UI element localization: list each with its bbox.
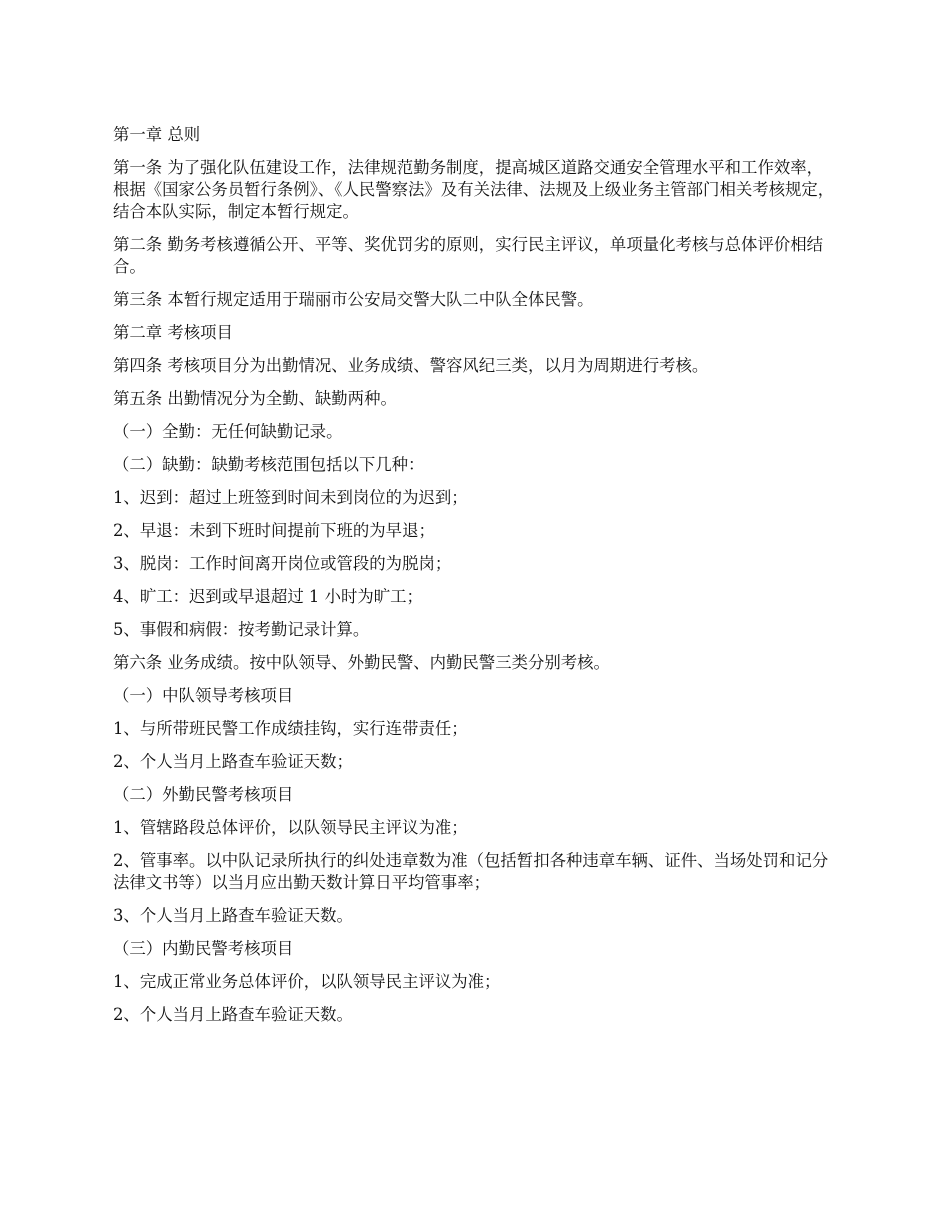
chapter-heading-1: 第一章 总则 — [113, 125, 201, 144]
chapter-heading-2: 第二章 考核项目 — [113, 323, 233, 342]
article-3: 第三条 本暂行规定适用于瑞丽市公安局交警大队二中队全体民警。 — [113, 290, 594, 309]
list-item: 2、个人当月上路查车验证天数； — [113, 752, 353, 771]
article-4: 第四条 考核项目分为出勤情况、业务成绩、警容风纪三类，以月为周期进行考核。 — [113, 356, 709, 375]
document-body — [113, 124, 835, 1037]
clause-item: （二）外勤民警考核项目 — [113, 785, 294, 804]
article-6: 第六条 业务成绩。按中队领导、外勤民警、内勤民警三类分别考核。 — [113, 653, 610, 672]
list-item: 1、迟到：超过上班签到时间未到岗位的为迟到； — [113, 488, 468, 507]
list-item: 2、早退：未到下班时间提前下班的为早退； — [113, 521, 435, 540]
clause-item: （一）全勤：无任何缺勤记录。 — [113, 422, 343, 441]
article-2: 第二条 勤务考核遵循公开、平等、奖优罚劣的原则，实行民主评议，单项量化考核与总体评价相结合。 — [113, 235, 824, 276]
list-item: 3、脱岗：工作时间离开岗位或管段的为脱岗； — [113, 554, 452, 573]
list-item: 3、个人当月上路查车验证天数。 — [113, 906, 353, 925]
list-item: 2、个人当月上路查车验证天数。 — [113, 1005, 353, 1024]
clause-item: （三）内勤民警考核项目 — [113, 939, 294, 958]
clause-item: （一）中队领导考核项目 — [113, 686, 294, 705]
list-item: 1、管辖路段总体评价，以队领导民主评议为准； — [113, 818, 468, 837]
clause-item: （二）缺勤：缺勤考核范围包括以下几种： — [113, 455, 425, 474]
list-item: 1、与所带班民警工作成绩挂钩，实行连带责任； — [113, 719, 468, 738]
list-item: 2、管事率。以中队记录所执行的纠处违章数为准（包括暂扣各种违章车辆、证件、当场处罚和记分法律文书等）以当月应出勤天数计算日平均管事率； — [113, 851, 829, 892]
list-item: 1、完成正常业务总体评价，以队领导民主评议为准； — [113, 972, 501, 991]
list-item: 4、旷工：迟到或早退超过 1 小时为旷工； — [113, 587, 423, 606]
article-1: 第一条 为了强化队伍建设工作，法律规范勤务制度，提高城区道路交通安全管理水平和工作效率，根据《国家公务员暂行条例》、《人民警察法》及有关法律、法规及上级业务主管部门相关考核规定，结合本队实际，制定本暂行规定。 — [113, 158, 835, 221]
article-5: 第五条 出勤情况分为全勤、缺勤两种。 — [113, 389, 397, 408]
list-item: 5、事假和病假：按考勤记录计算。 — [113, 620, 370, 639]
